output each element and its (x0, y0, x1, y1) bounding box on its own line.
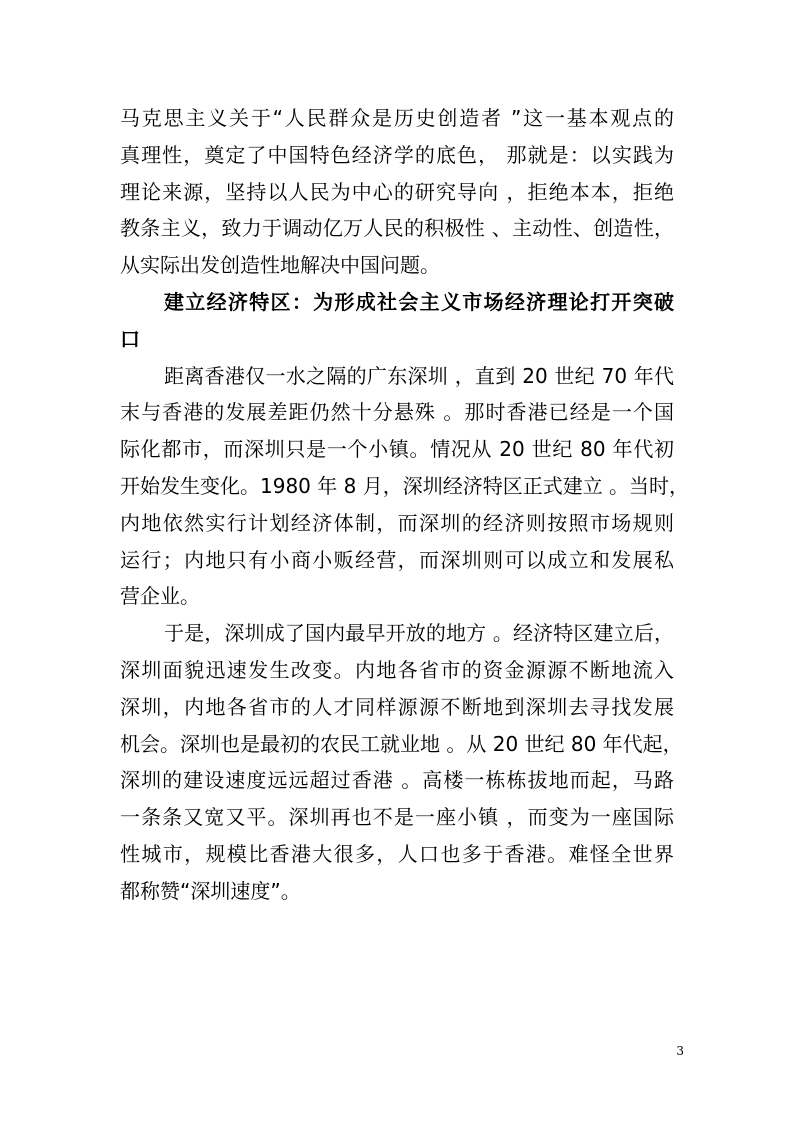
text-line: 真理性，奠定了中国特色经济学的底色， 那就是：以实践为 (120, 142, 674, 167)
heading-line: 口 (120, 326, 140, 351)
text-line: 距离香港仅一水之隔的广东深圳 ，直到 20 世纪 70 年代 (164, 363, 674, 388)
text-line: 教条主义，致力于调动亿万人民的积极性 、主动性、创造性， (120, 216, 674, 241)
text-line: 都称赞“深圳速度”。 (120, 878, 301, 903)
section-heading (120, 284, 674, 358)
text-line: 末与香港的发展差距仍然十分悬殊 。那时香港已经是一个国 (120, 400, 674, 425)
body-text (120, 100, 690, 910)
text-line: 性城市，规模比香港大很多，人口也多于香港。难怪全世界 (120, 841, 674, 866)
text-line: 从实际出发创造性地解决中国问题。 (120, 253, 440, 278)
text-line: 深圳的建设速度远远超过香港 。高楼一栋栋拔地而起，马路 (120, 768, 674, 793)
text-line: 理论来源，坚持以人民为中心的研究导向 ，拒绝本本，拒绝 (120, 179, 674, 204)
text-line: 内地依然实行计划经济体制，而深圳的经济则按照市场规则 (120, 510, 674, 535)
text-line: 开始发生变化。1980 年 8 月，深圳经济特区正式建立 。当时， (120, 473, 690, 498)
paragraph-1 (120, 100, 674, 284)
text-line: 深圳面貌迅速发生改变。内地各省市的资金源源不断地流入 (120, 657, 674, 682)
text-line: 一条条又宽又平。深圳再也不是一座小镇 ，而变为一座国际 (120, 805, 674, 830)
text-line: 运行；内地只有小商小贩经营，而深圳则可以成立和发展私 (120, 547, 674, 572)
heading-line: 建立经济特区：为形成社会主义市场经济理论打开突破 (164, 289, 674, 314)
paragraph-3 (120, 615, 683, 909)
text-line: 马克思主义关于“人民群众是历史创造者 ”这一基本观点的 (120, 106, 674, 130)
page-number: 3 (676, 1044, 684, 1058)
text-line: 际化都市，而深圳只是一个小镇。情况从 20 世纪 80 年代初 (120, 437, 674, 462)
text-line: 机会。深圳也是最初的农民工就业地 。从 20 世纪 80 年代起， (120, 731, 683, 756)
text-line: 深圳，内地各省市的人才同样源源不断地到深圳去寻找发展 (120, 694, 674, 719)
text-line: 于是，深圳成了国内最早开放的地方 。经济特区建立后， (164, 621, 674, 646)
text-line: 营企业。 (120, 584, 200, 609)
paragraph-2 (120, 358, 690, 616)
